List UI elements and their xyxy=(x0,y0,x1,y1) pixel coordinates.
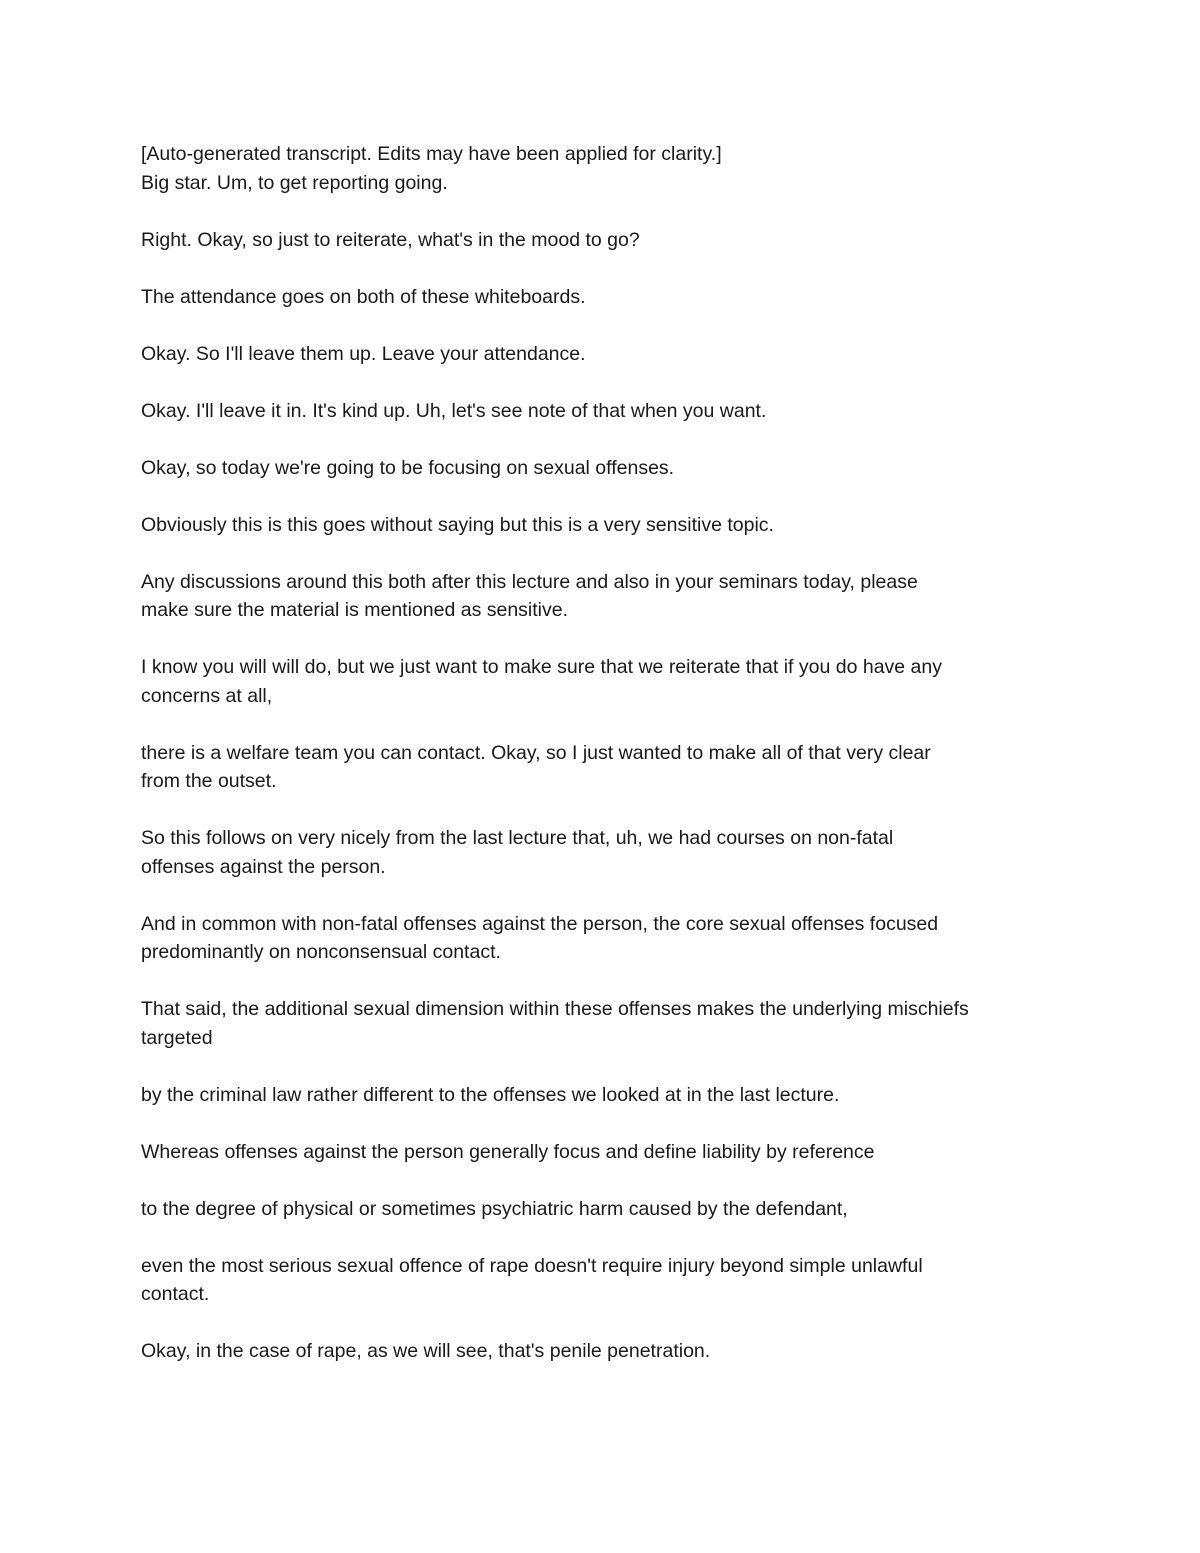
paragraph xyxy=(141,1081,1066,1110)
text-line: So this follows on very nicely from the last lecture that, uh, we had courses on non-fatal xyxy=(141,827,894,849)
paragraph xyxy=(141,653,1066,710)
paragraph xyxy=(141,739,1066,796)
paragraph xyxy=(141,1195,1066,1224)
text-line: That said, the additional sexual dimension within these offenses makes the underlying mischiefs xyxy=(141,998,969,1020)
text-line: to the degree of physical or sometimes psychiatric harm caused by the defendant, xyxy=(141,1197,848,1220)
paragraph xyxy=(141,340,1066,369)
paragraph xyxy=(141,995,1066,1052)
text-line: The attendance goes on both of these whiteboards. xyxy=(141,285,586,308)
paragraph xyxy=(141,1138,1066,1167)
paragraph xyxy=(141,824,1066,881)
paragraph xyxy=(141,140,1066,197)
text-line: predominantly on nonconsensual contact. xyxy=(141,941,501,963)
text-line: Okay. So I'll leave them up. Leave your attendance. xyxy=(141,342,586,365)
paragraph xyxy=(141,511,1066,540)
paragraph xyxy=(141,1252,1066,1309)
text-line: offenses against the person. xyxy=(141,855,386,878)
paragraph xyxy=(141,397,1066,426)
text-line: Big star. Um, to get reporting going. xyxy=(141,171,448,194)
text-line: from the outset. xyxy=(141,770,277,792)
text-line: Right. Okay, so just to reiterate, what's in the mood to go? xyxy=(141,228,640,251)
text-line: there is a welfare team you can contact. Okay, so I just wanted to make all of that very clear xyxy=(141,741,931,764)
paragraph xyxy=(141,910,1066,967)
text-line: I know you will will do, but we just want to make sure that we reiterate that if you do have any xyxy=(141,656,942,678)
text-line: And in common with non-fatal offenses against the person, the core sexual offenses focused xyxy=(141,912,939,935)
text-line: concerns at all, xyxy=(141,684,273,707)
text-line: [Auto-generated transcript. Edits may have been applied for clarity.] xyxy=(141,143,722,165)
paragraph xyxy=(141,568,1066,625)
paragraph xyxy=(141,226,1066,255)
text-line: even the most serious sexual offence of rape doesn't require injury beyond simple unlawful xyxy=(141,1254,923,1277)
text-line: Okay, in the case of rape, as we will see, that's penile penetration. xyxy=(141,1340,711,1362)
paragraph xyxy=(141,283,1066,312)
text-line: contact. xyxy=(141,1283,210,1305)
paragraph xyxy=(141,1337,1066,1366)
text-line: by the criminal law rather different to the offenses we looked at in the last lecture. xyxy=(141,1083,840,1106)
text-line: targeted xyxy=(141,1026,213,1049)
text-line: Okay. I'll leave it in. It's kind up. Uh, let's see note of that when you want. xyxy=(141,399,767,422)
text-line: Whereas offenses against the person generally focus and define liability by reference xyxy=(141,1140,875,1163)
text-line: Any discussions around this both after this lecture and also in your seminars today, please xyxy=(141,570,918,593)
transcript-body xyxy=(141,140,1066,1394)
paragraph xyxy=(141,454,1066,483)
text-line: make sure the material is mentioned as sensitive. xyxy=(141,599,569,621)
text-line: Okay, so today we're going to be focusing on sexual offenses. xyxy=(141,456,675,479)
text-line: Obviously this is this goes without saying but this is a very sensitive topic. xyxy=(141,513,774,536)
